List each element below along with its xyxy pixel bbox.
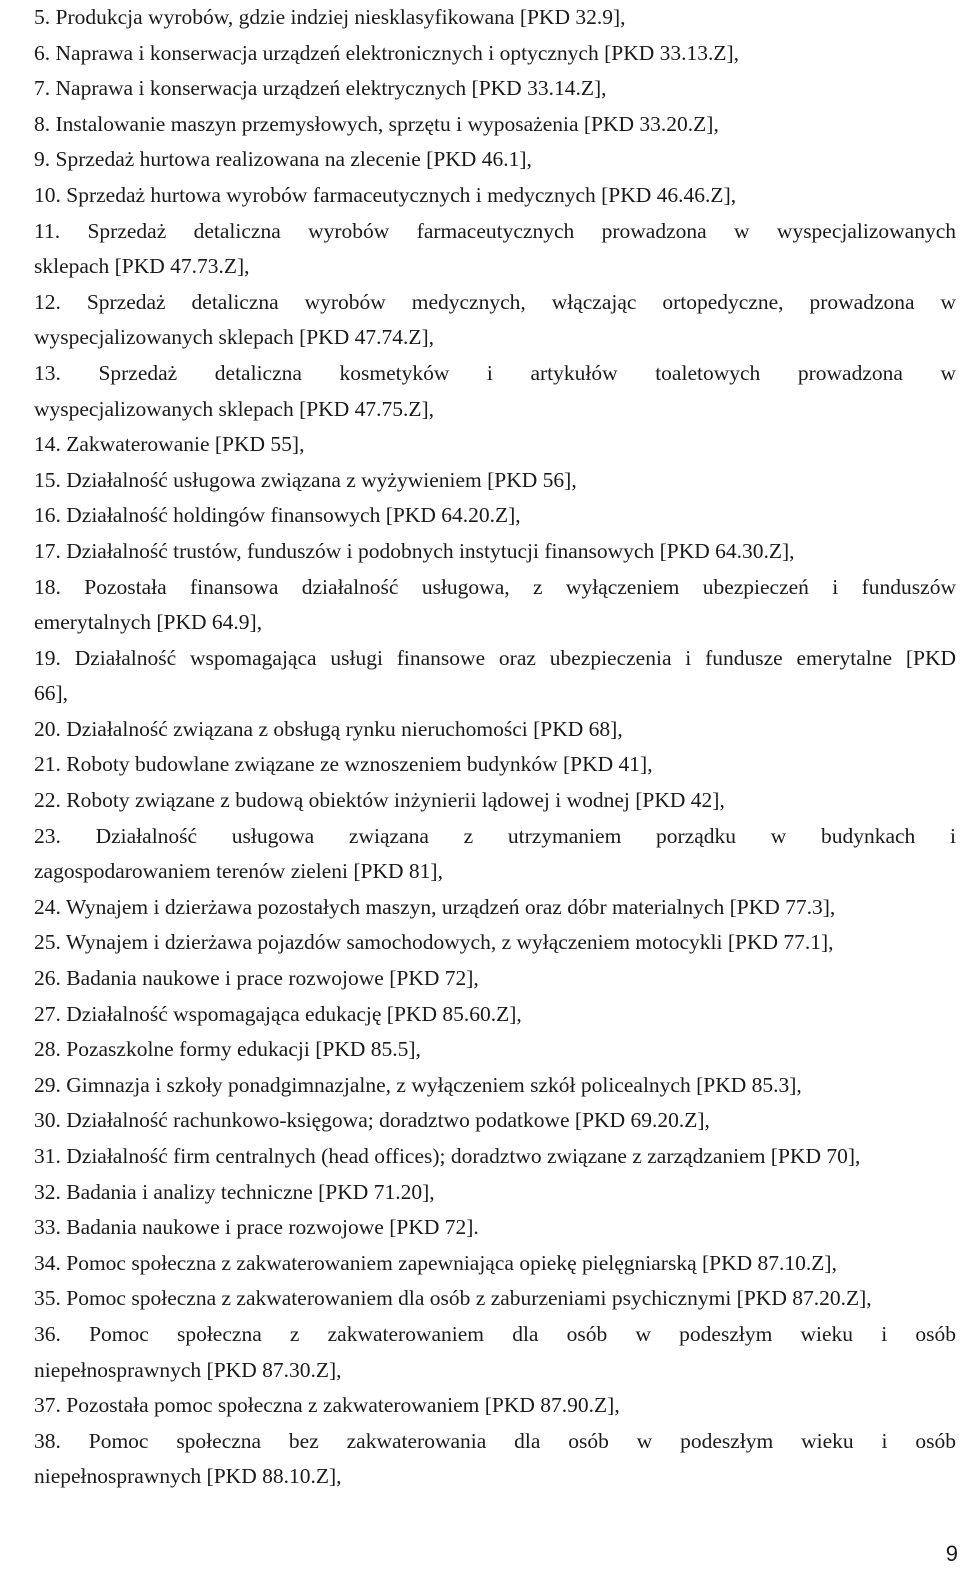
list-item-text: Instalowanie maszyn przemysłowych, sprzętu i wyposażenia [PKD 33.20.Z], <box>55 111 719 136</box>
list-item-text: Działalność wspomagająca usługi finansowe oraz ubezpieczenia i fundusze emerytalne [PKD <box>74 645 957 670</box>
list-item-first-line <box>34 570 956 606</box>
pkd-activity-list <box>34 0 956 1495</box>
list-item <box>34 783 956 819</box>
list-item <box>34 71 956 107</box>
list-item <box>34 1032 956 1068</box>
list-item-text: Działalność wspomagająca edukację [PKD 85.60.Z], <box>66 1001 522 1026</box>
list-item-number: 37. <box>34 1393 61 1418</box>
list-item-first-line <box>34 641 956 677</box>
list-item-number: 26. <box>34 966 61 991</box>
list-item <box>34 925 956 961</box>
list-item-text: Sprzedaż detaliczna wyrobów medycznych, włączając ortopedyczne, prowadzona w <box>86 289 957 314</box>
list-item-text: Wynajem i dzierżawa pojazdów samochodowych, z wyłączeniem motocykli [PKD 77.1], <box>65 930 834 955</box>
list-item <box>34 1246 956 1282</box>
list-item-text: Roboty budowlane związane ze wznoszeniem budynków [PKD 41], <box>66 752 653 777</box>
list-item-text: Badania i analizy techniczne [PKD 71.20], <box>66 1179 435 1204</box>
list-item <box>34 1424 956 1495</box>
list-item-text: Badania naukowe i prace rozwojowe [PKD 72], <box>66 966 479 991</box>
list-item-number: 21. <box>34 752 61 777</box>
list-item-number: 30. <box>34 1108 61 1133</box>
list-item-number: 6. <box>34 40 51 65</box>
list-item <box>34 356 956 427</box>
list-item-number: 28. <box>34 1037 61 1062</box>
list-item-continuation: 66], <box>34 681 69 706</box>
list-item-number: 11. <box>34 218 61 243</box>
list-item-continuation: sklepach [PKD 47.73.Z], <box>34 254 250 279</box>
list-item <box>34 534 956 570</box>
list-item-text: Pozostała finansowa działalność usługowa, z wyłączeniem ubezpieczeń i funduszów <box>84 574 956 599</box>
list-item-continuation: emerytalnych [PKD 64.9], <box>34 610 263 635</box>
list-item-text: Pomoc społeczna bez zakwaterowania dla osób w podeszłym wieku i osób <box>88 1428 956 1453</box>
list-item-number: 33. <box>34 1215 61 1240</box>
list-item <box>34 1281 956 1317</box>
list-item-number: 5. <box>34 5 51 29</box>
list-item-continuation: zagospodarowaniem terenów zieleni [PKD 81], <box>34 859 443 884</box>
list-item-text: Sprzedaż hurtowa realizowana na zlecenie [PKD 46.1], <box>55 147 532 172</box>
list-item-first-line <box>34 1317 956 1353</box>
list-item <box>34 214 956 285</box>
list-item <box>34 285 956 356</box>
list-item-number: 22. <box>34 788 61 813</box>
list-item-text: Pozaszkolne formy edukacji [PKD 85.5], <box>66 1037 421 1062</box>
list-item-text: Naprawa i konserwacja urządzeń elektrycznych [PKD 33.14.Z], <box>55 76 607 101</box>
list-item-continuation: niepełnosprawnych [PKD 87.30.Z], <box>34 1357 342 1382</box>
list-item-text: Produkcja wyrobów, gdzie indziej niesklasyfikowana [PKD 32.9], <box>55 5 626 29</box>
list-item-text: Sprzedaż hurtowa wyrobów farmaceutycznych i medycznych [PKD 46.46.Z], <box>66 182 737 207</box>
list-item <box>34 1139 956 1175</box>
list-item-first-line <box>34 819 956 855</box>
list-item-continuation: wyspecjalizowanych sklepach [PKD 47.74.Z], <box>34 325 435 350</box>
list-item <box>34 890 956 926</box>
list-item-number: 19. <box>34 645 61 670</box>
list-item-number: 25. <box>34 930 61 955</box>
list-item-first-line <box>34 1424 956 1460</box>
list-item <box>34 1317 956 1388</box>
list-item <box>34 819 956 890</box>
list-item-first-line <box>34 285 956 321</box>
list-item-continuation: wyspecjalizowanych sklepach [PKD 47.75.Z], <box>34 396 435 421</box>
list-item <box>34 0 956 36</box>
list-item-number: 17. <box>34 538 61 563</box>
list-item-number: 29. <box>34 1072 61 1097</box>
list-item-text: Badania naukowe i prace rozwojowe [PKD 72]. <box>66 1215 479 1240</box>
list-item <box>34 427 956 463</box>
list-item-number: 23. <box>34 823 61 848</box>
list-item <box>34 747 956 783</box>
list-item-text: Pomoc społeczna z zakwaterowaniem dla osób z zaburzeniami psychicznymi [PKD 87.20.Z], <box>66 1286 872 1311</box>
list-item-number: 15. <box>34 467 61 492</box>
list-item-first-line <box>34 356 956 392</box>
list-item-text: Wynajem i dzierżawa pozostałych maszyn, urządzeń oraz dóbr materialnych [PKD 77.3], <box>65 894 836 919</box>
list-item <box>34 36 956 72</box>
list-item-number: 16. <box>34 503 61 528</box>
list-item-number: 31. <box>34 1144 61 1168</box>
list-item-number: 13. <box>34 360 61 385</box>
list-item-text: Działalność związana z obsługą rynku nieruchomości [PKD 68], <box>66 716 623 741</box>
list-item-number: 32. <box>34 1179 61 1204</box>
list-item-number: 36. <box>34 1321 61 1346</box>
page-number: 9 <box>945 1541 958 1566</box>
list-item-text: Gimnazja i szkoły ponadgimnazjalne, z wyłączeniem szkół policealnych [PKD 85.3], <box>66 1072 802 1097</box>
list-item <box>34 570 956 641</box>
list-item-text: Pomoc społeczna z zakwaterowaniem zapewniająca opiekę pielęgniarską [PKD 87.10.Z], <box>66 1250 837 1275</box>
list-item-number: 34. <box>34 1250 61 1275</box>
list-item <box>34 961 956 997</box>
list-item-number: 35. <box>34 1286 61 1311</box>
list-item-number: 38. <box>34 1428 61 1453</box>
list-item <box>34 142 956 178</box>
list-item-text: Sprzedaż detaliczna kosmetyków i artykułów toaletowych prowadzona w <box>98 360 956 385</box>
list-item-number: 24. <box>34 894 61 919</box>
list-item-text: Działalność holdingów finansowych [PKD 64.20.Z], <box>66 503 521 528</box>
list-item <box>34 1175 956 1211</box>
list-item <box>34 498 956 534</box>
list-item <box>34 178 956 214</box>
list-item-number: 8. <box>34 111 51 136</box>
list-item-number: 20. <box>34 716 61 741</box>
list-item-continuation: niepełnosprawnych [PKD 88.10.Z], <box>34 1464 342 1489</box>
list-item-number: 18. <box>34 574 61 599</box>
list-item <box>34 712 956 748</box>
list-item-text: Zakwaterowanie [PKD 55], <box>66 432 305 457</box>
list-item <box>34 997 956 1033</box>
list-item-text: Działalność trustów, funduszów i podobnych instytucji finansowych [PKD 64.30.Z], <box>66 538 795 563</box>
list-item <box>34 1103 956 1139</box>
list-item-text: Roboty związane z budową obiektów inżynierii lądowej i wodnej [PKD 42], <box>66 788 725 813</box>
list-item-number: 12. <box>34 289 61 314</box>
list-item-text: Pozostała pomoc społeczna z zakwaterowaniem [PKD 87.90.Z], <box>66 1393 620 1418</box>
list-item-number: 10. <box>34 182 61 207</box>
list-item-text: Działalność usługowa związana z utrzymaniem porządku w budynkach i <box>95 823 956 848</box>
list-item <box>34 1068 956 1104</box>
list-item-text: Działalność usługowa związana z wyżywieniem [PKD 56], <box>66 467 577 492</box>
list-item-text: Działalność rachunkowo-księgowa; doradztwo podatkowe [PKD 69.20.Z], <box>66 1108 710 1133</box>
list-item <box>34 1210 956 1246</box>
list-item <box>34 107 956 143</box>
list-item-number: 7. <box>34 76 51 101</box>
list-item-number: 27. <box>34 1001 61 1026</box>
list-item <box>34 641 956 712</box>
list-item-number: 14. <box>34 432 61 457</box>
list-item-text: Naprawa i konserwacja urządzeń elektronicznych i optycznych [PKD 33.13.Z], <box>55 40 740 65</box>
list-item-first-line <box>34 214 956 250</box>
list-item-number: 9. <box>34 147 51 172</box>
list-item <box>34 1388 956 1424</box>
list-item <box>34 463 956 499</box>
list-item-text: Pomoc społeczna z zakwaterowaniem dla osób w podeszłym wieku i osób <box>89 1321 957 1346</box>
list-item-text: Sprzedaż detaliczna wyrobów farmaceutycznych prowadzona w wyspecjalizowanych <box>87 218 957 243</box>
list-item-text: Działalność firm centralnych (head offices); doradztwo związane z zarządzaniem [PKD 70], <box>66 1144 861 1168</box>
